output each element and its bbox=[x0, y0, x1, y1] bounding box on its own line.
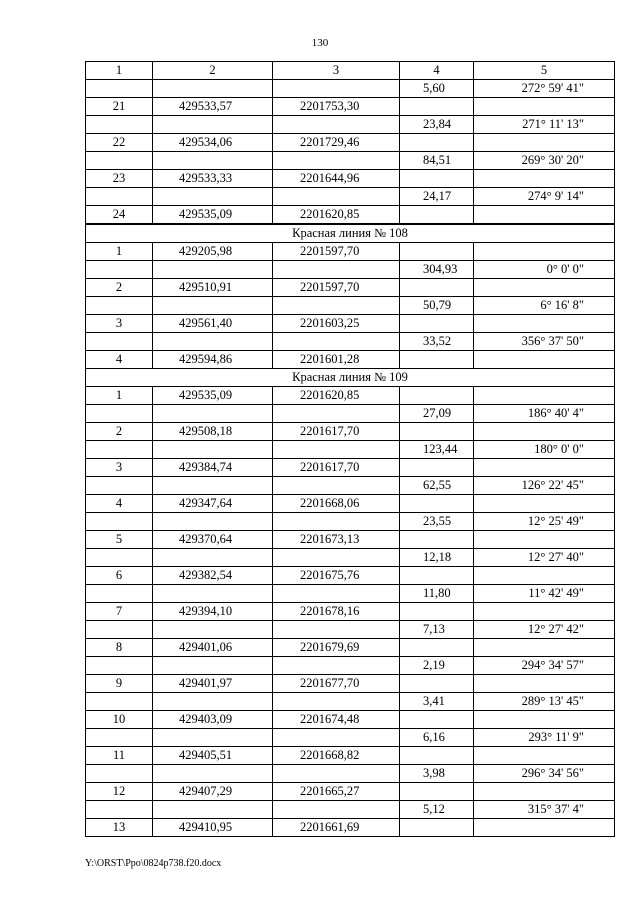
segment-row bbox=[86, 513, 615, 531]
x-coordinate-cell: 429533,57 bbox=[153, 98, 273, 116]
point-number-cell bbox=[86, 477, 153, 495]
angle-cell bbox=[474, 387, 615, 405]
column-header: 1 bbox=[86, 62, 153, 80]
distance-cell bbox=[400, 747, 474, 765]
distance-cell: 84,51 bbox=[400, 152, 474, 170]
angle-cell: 11° 42' 49" bbox=[474, 585, 615, 603]
segment-row bbox=[86, 729, 615, 747]
distance-cell: 62,55 bbox=[400, 477, 474, 495]
distance-cell bbox=[400, 315, 474, 333]
distance-cell: 3,98 bbox=[400, 765, 474, 783]
angle-cell bbox=[474, 711, 615, 729]
point-number-cell: 2 bbox=[86, 423, 153, 441]
page-number: 130 bbox=[311, 37, 329, 49]
angle-cell: 6° 16' 8" bbox=[474, 297, 615, 315]
angle-cell: 12° 27' 40" bbox=[474, 549, 615, 567]
y-coordinate-cell: 2201597,70 bbox=[273, 279, 400, 297]
angle-cell bbox=[474, 747, 615, 765]
point-number-cell bbox=[86, 693, 153, 711]
distance-cell: 304,93 bbox=[400, 261, 474, 279]
x-coordinate-cell: 429510,91 bbox=[153, 279, 273, 297]
y-coordinate-cell: 2201617,70 bbox=[273, 459, 400, 477]
angle-cell bbox=[474, 603, 615, 621]
x-coordinate-cell: 429594,86 bbox=[153, 351, 273, 369]
angle-cell bbox=[474, 351, 615, 369]
distance-cell bbox=[400, 819, 474, 837]
y-coordinate-cell: 2201597,70 bbox=[273, 243, 400, 261]
x-coordinate-cell bbox=[153, 765, 273, 783]
y-coordinate-cell: 2201674,48 bbox=[273, 711, 400, 729]
point-row bbox=[86, 351, 615, 369]
point-row bbox=[86, 170, 615, 188]
y-coordinate-cell bbox=[273, 585, 400, 603]
point-number-cell bbox=[86, 188, 153, 206]
point-number-cell: 5 bbox=[86, 531, 153, 549]
point-row bbox=[86, 603, 615, 621]
angle-cell: 269° 30' 20" bbox=[474, 152, 615, 170]
point-row bbox=[86, 98, 615, 116]
segment-row bbox=[86, 693, 615, 711]
segment-row bbox=[86, 333, 615, 351]
column-header: 2 bbox=[153, 62, 273, 80]
distance-cell bbox=[400, 567, 474, 585]
angle-cell: 296° 34' 56" bbox=[474, 765, 615, 783]
y-coordinate-cell bbox=[273, 657, 400, 675]
x-coordinate-cell bbox=[153, 585, 273, 603]
y-coordinate-cell: 2201677,70 bbox=[273, 675, 400, 693]
distance-cell bbox=[400, 495, 474, 513]
point-row bbox=[86, 387, 615, 405]
angle-cell: 274° 9' 14" bbox=[474, 188, 615, 206]
x-coordinate-cell: 429401,97 bbox=[153, 675, 273, 693]
angle-cell: 186° 40' 4" bbox=[474, 405, 615, 423]
segment-row bbox=[86, 80, 615, 98]
angle-cell bbox=[474, 206, 615, 225]
file-path-footer: Y:\ORST\Ppo\0824p738.f20.docx bbox=[85, 858, 222, 869]
point-number-cell bbox=[86, 657, 153, 675]
y-coordinate-cell: 2201678,16 bbox=[273, 603, 400, 621]
angle-cell: 272° 59' 41" bbox=[474, 80, 615, 98]
point-number-cell: 10 bbox=[86, 711, 153, 729]
distance-cell bbox=[400, 98, 474, 116]
point-number-cell: 8 bbox=[86, 639, 153, 657]
segment-row bbox=[86, 297, 615, 315]
y-coordinate-cell bbox=[273, 188, 400, 206]
point-number-cell bbox=[86, 261, 153, 279]
segment-row bbox=[86, 116, 615, 134]
x-coordinate-cell: 429403,09 bbox=[153, 711, 273, 729]
point-number-cell: 9 bbox=[86, 675, 153, 693]
segment-row bbox=[86, 261, 615, 279]
y-coordinate-cell: 2201675,76 bbox=[273, 567, 400, 585]
angle-cell: 294° 34' 57" bbox=[474, 657, 615, 675]
point-row bbox=[86, 639, 615, 657]
y-coordinate-cell: 2201644,96 bbox=[273, 170, 400, 188]
distance-cell bbox=[400, 783, 474, 801]
point-number-cell: 3 bbox=[86, 315, 153, 333]
y-coordinate-cell: 2201668,06 bbox=[273, 495, 400, 513]
point-row bbox=[86, 206, 615, 225]
point-number-cell: 2 bbox=[86, 279, 153, 297]
point-number-cell bbox=[86, 441, 153, 459]
segment-row bbox=[86, 477, 615, 495]
distance-cell: 6,16 bbox=[400, 729, 474, 747]
point-number-cell: 21 bbox=[86, 98, 153, 116]
segment-row bbox=[86, 585, 615, 603]
point-number-cell bbox=[86, 729, 153, 747]
point-number-cell bbox=[86, 765, 153, 783]
x-coordinate-cell bbox=[153, 729, 273, 747]
distance-cell bbox=[400, 243, 474, 261]
y-coordinate-cell bbox=[273, 621, 400, 639]
y-coordinate-cell: 2201673,13 bbox=[273, 531, 400, 549]
y-coordinate-cell bbox=[273, 297, 400, 315]
table-header-row bbox=[86, 62, 615, 80]
x-coordinate-cell: 429508,18 bbox=[153, 423, 273, 441]
point-number-cell bbox=[86, 116, 153, 134]
y-coordinate-cell: 2201661,69 bbox=[273, 819, 400, 837]
x-coordinate-cell: 429407,29 bbox=[153, 783, 273, 801]
y-coordinate-cell: 2201603,25 bbox=[273, 315, 400, 333]
angle-cell: 293° 11' 9" bbox=[474, 729, 615, 747]
angle-cell: 12° 27' 42" bbox=[474, 621, 615, 639]
point-number-cell: 1 bbox=[86, 387, 153, 405]
segment-row bbox=[86, 801, 615, 819]
point-number-cell bbox=[86, 801, 153, 819]
distance-cell bbox=[400, 603, 474, 621]
angle-cell bbox=[474, 675, 615, 693]
segment-row bbox=[86, 152, 615, 170]
point-number-cell: 22 bbox=[86, 134, 153, 152]
segment-row bbox=[86, 549, 615, 567]
x-coordinate-cell: 429533,33 bbox=[153, 170, 273, 188]
y-coordinate-cell: 2201729,46 bbox=[273, 134, 400, 152]
angle-cell bbox=[474, 134, 615, 152]
x-coordinate-cell bbox=[153, 80, 273, 98]
angle-cell bbox=[474, 423, 615, 441]
red-line-caption-row bbox=[86, 224, 615, 243]
angle-cell: 0° 0' 0" bbox=[474, 261, 615, 279]
angle-cell bbox=[474, 459, 615, 477]
point-number-cell: 1 bbox=[86, 243, 153, 261]
x-coordinate-cell: 429370,64 bbox=[153, 531, 273, 549]
distance-cell: 27,09 bbox=[400, 405, 474, 423]
distance-cell bbox=[400, 675, 474, 693]
distance-cell bbox=[400, 134, 474, 152]
segment-row bbox=[86, 188, 615, 206]
point-number-cell bbox=[86, 513, 153, 531]
y-coordinate-cell bbox=[273, 801, 400, 819]
y-coordinate-cell bbox=[273, 116, 400, 134]
x-coordinate-cell bbox=[153, 693, 273, 711]
angle-cell: 126° 22' 45" bbox=[474, 477, 615, 495]
y-coordinate-cell bbox=[273, 477, 400, 495]
x-coordinate-cell: 429384,74 bbox=[153, 459, 273, 477]
distance-cell: 50,79 bbox=[400, 297, 474, 315]
angle-cell bbox=[474, 243, 615, 261]
distance-cell: 24,17 bbox=[400, 188, 474, 206]
point-number-cell: 12 bbox=[86, 783, 153, 801]
y-coordinate-cell bbox=[273, 549, 400, 567]
point-row bbox=[86, 567, 615, 585]
y-coordinate-cell: 2201620,85 bbox=[273, 387, 400, 405]
distance-cell bbox=[400, 711, 474, 729]
x-coordinate-cell bbox=[153, 188, 273, 206]
distance-cell bbox=[400, 639, 474, 657]
x-coordinate-cell bbox=[153, 801, 273, 819]
angle-cell bbox=[474, 567, 615, 585]
point-row bbox=[86, 495, 615, 513]
column-header: 5 bbox=[474, 62, 615, 80]
coordinates-table bbox=[85, 61, 615, 837]
point-row bbox=[86, 819, 615, 837]
x-coordinate-cell: 429205,98 bbox=[153, 243, 273, 261]
angle-cell: 315° 37' 4" bbox=[474, 801, 615, 819]
angle-cell bbox=[474, 315, 615, 333]
angle-cell bbox=[474, 279, 615, 297]
distance-cell: 5,12 bbox=[400, 801, 474, 819]
angle-cell bbox=[474, 170, 615, 188]
point-number-cell bbox=[86, 80, 153, 98]
y-coordinate-cell: 2201668,82 bbox=[273, 747, 400, 765]
angle-cell bbox=[474, 819, 615, 837]
point-number-cell bbox=[86, 585, 153, 603]
segment-row bbox=[86, 441, 615, 459]
x-coordinate-cell bbox=[153, 333, 273, 351]
distance-cell: 7,13 bbox=[400, 621, 474, 639]
y-coordinate-cell bbox=[273, 261, 400, 279]
distance-cell bbox=[400, 206, 474, 225]
x-coordinate-cell bbox=[153, 621, 273, 639]
point-number-cell bbox=[86, 549, 153, 567]
angle-cell: 356° 37' 50" bbox=[474, 333, 615, 351]
distance-cell: 2,19 bbox=[400, 657, 474, 675]
point-number-cell: 7 bbox=[86, 603, 153, 621]
x-coordinate-cell: 429535,09 bbox=[153, 387, 273, 405]
angle-cell: 271° 11' 13" bbox=[474, 116, 615, 134]
x-coordinate-cell bbox=[153, 261, 273, 279]
point-row bbox=[86, 747, 615, 765]
y-coordinate-cell: 2201620,85 bbox=[273, 206, 400, 225]
point-number-cell: 4 bbox=[86, 351, 153, 369]
x-coordinate-cell bbox=[153, 549, 273, 567]
point-row bbox=[86, 531, 615, 549]
x-coordinate-cell bbox=[153, 405, 273, 423]
x-coordinate-cell: 429394,10 bbox=[153, 603, 273, 621]
angle-cell bbox=[474, 98, 615, 116]
y-coordinate-cell: 2201617,70 bbox=[273, 423, 400, 441]
point-number-cell bbox=[86, 621, 153, 639]
point-row bbox=[86, 459, 615, 477]
y-coordinate-cell bbox=[273, 765, 400, 783]
x-coordinate-cell bbox=[153, 441, 273, 459]
point-row bbox=[86, 783, 615, 801]
distance-cell: 23,84 bbox=[400, 116, 474, 134]
y-coordinate-cell bbox=[273, 729, 400, 747]
y-coordinate-cell bbox=[273, 513, 400, 531]
y-coordinate-cell: 2201601,28 bbox=[273, 351, 400, 369]
red-line-caption: Красная линия № 108 bbox=[86, 224, 615, 243]
distance-cell bbox=[400, 531, 474, 549]
distance-cell bbox=[400, 459, 474, 477]
segment-row bbox=[86, 765, 615, 783]
angle-cell: 12° 25' 49" bbox=[474, 513, 615, 531]
x-coordinate-cell: 429410,95 bbox=[153, 819, 273, 837]
y-coordinate-cell bbox=[273, 693, 400, 711]
angle-cell bbox=[474, 783, 615, 801]
point-row bbox=[86, 243, 615, 261]
distance-cell bbox=[400, 351, 474, 369]
x-coordinate-cell bbox=[153, 297, 273, 315]
y-coordinate-cell bbox=[273, 333, 400, 351]
x-coordinate-cell: 429347,64 bbox=[153, 495, 273, 513]
point-row bbox=[86, 134, 615, 152]
x-coordinate-cell bbox=[153, 657, 273, 675]
point-row bbox=[86, 675, 615, 693]
y-coordinate-cell: 2201753,30 bbox=[273, 98, 400, 116]
y-coordinate-cell bbox=[273, 405, 400, 423]
point-number-cell: 11 bbox=[86, 747, 153, 765]
red-line-caption-row bbox=[86, 369, 615, 387]
point-number-cell: 24 bbox=[86, 206, 153, 225]
red-line-caption: Красная линия № 109 bbox=[86, 369, 615, 387]
point-number-cell: 3 bbox=[86, 459, 153, 477]
x-coordinate-cell: 429382,54 bbox=[153, 567, 273, 585]
x-coordinate-cell: 429534,06 bbox=[153, 134, 273, 152]
point-number-cell: 13 bbox=[86, 819, 153, 837]
point-number-cell bbox=[86, 297, 153, 315]
column-header: 4 bbox=[400, 62, 474, 80]
angle-cell: 180° 0' 0" bbox=[474, 441, 615, 459]
y-coordinate-cell: 2201665,27 bbox=[273, 783, 400, 801]
segment-row bbox=[86, 621, 615, 639]
x-coordinate-cell: 429561,40 bbox=[153, 315, 273, 333]
point-row bbox=[86, 423, 615, 441]
distance-cell: 5,60 bbox=[400, 80, 474, 98]
x-coordinate-cell bbox=[153, 116, 273, 134]
distance-cell bbox=[400, 279, 474, 297]
point-number-cell bbox=[86, 333, 153, 351]
distance-cell bbox=[400, 170, 474, 188]
angle-cell bbox=[474, 495, 615, 513]
x-coordinate-cell bbox=[153, 152, 273, 170]
point-row bbox=[86, 711, 615, 729]
distance-cell bbox=[400, 423, 474, 441]
column-header: 3 bbox=[273, 62, 400, 80]
segment-row bbox=[86, 405, 615, 423]
segment-row bbox=[86, 657, 615, 675]
point-number-cell: 4 bbox=[86, 495, 153, 513]
angle-cell: 289° 13' 45" bbox=[474, 693, 615, 711]
x-coordinate-cell: 429401,06 bbox=[153, 639, 273, 657]
x-coordinate-cell bbox=[153, 477, 273, 495]
distance-cell: 33,52 bbox=[400, 333, 474, 351]
point-row bbox=[86, 279, 615, 297]
point-number-cell bbox=[86, 152, 153, 170]
angle-cell bbox=[474, 531, 615, 549]
point-number-cell bbox=[86, 405, 153, 423]
y-coordinate-cell: 2201679,69 bbox=[273, 639, 400, 657]
distance-cell: 23,55 bbox=[400, 513, 474, 531]
y-coordinate-cell bbox=[273, 80, 400, 98]
distance-cell: 11,80 bbox=[400, 585, 474, 603]
distance-cell: 12,18 bbox=[400, 549, 474, 567]
distance-cell: 3,41 bbox=[400, 693, 474, 711]
point-row bbox=[86, 315, 615, 333]
y-coordinate-cell bbox=[273, 441, 400, 459]
point-number-cell: 23 bbox=[86, 170, 153, 188]
x-coordinate-cell: 429535,09 bbox=[153, 206, 273, 225]
x-coordinate-cell bbox=[153, 513, 273, 531]
angle-cell bbox=[474, 639, 615, 657]
distance-cell: 123,44 bbox=[400, 441, 474, 459]
y-coordinate-cell bbox=[273, 152, 400, 170]
point-number-cell: 6 bbox=[86, 567, 153, 585]
distance-cell bbox=[400, 387, 474, 405]
x-coordinate-cell: 429405,51 bbox=[153, 747, 273, 765]
